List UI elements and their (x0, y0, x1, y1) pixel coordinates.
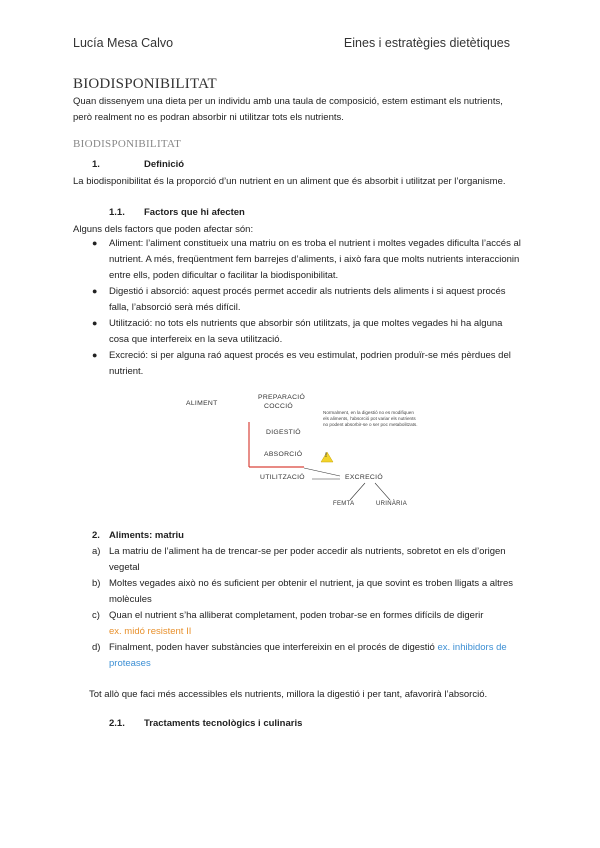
bioavailability-diagram (180, 390, 450, 515)
section-1-number: 1. (92, 159, 100, 170)
diagram-label-femta: FEMTA (333, 501, 355, 507)
diagram-label-coccio: COCCIÓ (264, 403, 293, 410)
header-author: Lucía Mesa Calvo (73, 36, 174, 50)
page-title: BIODISPONIBILITAT (73, 76, 217, 92)
diagram-label-preparacio: PREPARACIÓ (258, 394, 306, 401)
definition-paragraph: La biodisponibilitat és la proporció d’un nutrient en un aliment que és absorbit i utilitzat per l’organisme. (73, 176, 506, 187)
bullet-dot: ● (92, 350, 98, 360)
example-resistant-starch: ex. midó resistent II (109, 625, 192, 637)
bullet-dot: ● (92, 238, 98, 248)
factor-item-excrecio: Excreció: si per alguna raó aquest procés es veu estimulat, podrien produïr-se més pèrdues del nutrient. (109, 350, 511, 377)
bullet-dot: ● (92, 318, 98, 328)
header-course: Eines i estratègies dietètiques (343, 36, 510, 50)
diagram-label-excrecio: EXCRECIÓ (345, 474, 383, 481)
diagram-lines (180, 390, 450, 515)
item-letter: c) (92, 610, 100, 621)
subsection-1-1-title: Factors que hi afecten (144, 207, 245, 218)
matrix-item-d (109, 640, 521, 672)
matrix-item-b: Moltes vegades això no és suficient per obtenir el nutrient, ja que sovint es troben lligats a altres molècules (109, 578, 513, 605)
diagram-label-aliment: ALIMENT (186, 400, 218, 407)
warning-mark: ! (325, 453, 328, 459)
diagram-note: Normalment, en la digestió no es modifiquen els aliments, l’absorció pot variar els nutrients no podent absorbir-se o ser poc metabolitzats. (323, 410, 418, 427)
item-letter: a) (92, 546, 101, 557)
example-protease-inhibitors: ex. inhibidors de proteases (109, 642, 507, 669)
matrix-item-a: La matriu de l’aliment ha de trencar-se per poder accedir als nutrients, sobretot en els d’origen vegetal (109, 546, 506, 573)
subsection-1-1-number: 1.1. (109, 207, 125, 218)
diagram-label-urinaria: URINÀRIA (376, 501, 408, 507)
item-letter: b) (92, 578, 101, 589)
diagram-label-digestio: DIGESTIÓ (266, 429, 301, 436)
section-2-title: Aliments: matriu (109, 530, 184, 541)
factor-item-utilitzacio: Utilització: no tots els nutrients que absorbir són utilitzats, ja que moltes vegades hi ha alguna cosa que interfereix en la seva utilització. (109, 318, 503, 345)
item-letter: d) (92, 642, 101, 653)
subsection-2-1-title: Tractaments tecnològics i culinaris (144, 718, 303, 729)
matrix-item-d-text: Finalment, poden haver substàncies que interfereixin en el procés de digestió (109, 642, 435, 653)
factor-item-digestio: Digestió i absorció: aquest procés permet accedir als nutrients dels aliments i si aquest procés falla, l’absorció serà més difícil. (109, 286, 506, 313)
matrix-item-c (109, 608, 521, 640)
intro-paragraph: Quan dissenyem una dieta per un individu amb una taula de composició, estem estimant els nutrients, però realment no es podran absorbir ni utilitzar tots els nutrients. (73, 96, 503, 123)
section-2-number: 2. (92, 530, 100, 541)
matrix-item-c-text: Quan el nutrient s’ha alliberat completament, poden trobar-se en formes difícils de digerir (109, 610, 484, 621)
conclusion-paragraph: Tot allò que faci més accessibles els nutrients, millora la digestió i per tant, afavorirà l’absorció. (89, 689, 488, 700)
factor-item-aliment: Aliment: l’aliment constitueix una matriu on es troba el nutrient i moltes vegades dificulta l’accés al nutrient. A més, freqüentment fem barrejes d’aliments, i això fara que molts nutrients interaccionin entre ells, poden dificultar o facilitar la biodisponibilitat. (109, 238, 521, 281)
branch-urinaria (375, 483, 390, 500)
arrow-absorcio-excrecio (304, 468, 340, 476)
subsection-2-1-number: 2.1. (109, 718, 125, 729)
diagram-label-absorcio: ABSORCIÓ (264, 451, 303, 458)
section-1-title: Definició (144, 159, 185, 170)
diagram-label-utilitzacio: UTILITZACIÓ (260, 474, 305, 481)
bullet-dot: ● (92, 286, 98, 296)
factors-lead: Alguns dels factors que poden afectar són: (73, 224, 254, 235)
branch-femta (350, 483, 365, 500)
section-subtitle: BIODISPONIBILITAT (73, 138, 182, 150)
